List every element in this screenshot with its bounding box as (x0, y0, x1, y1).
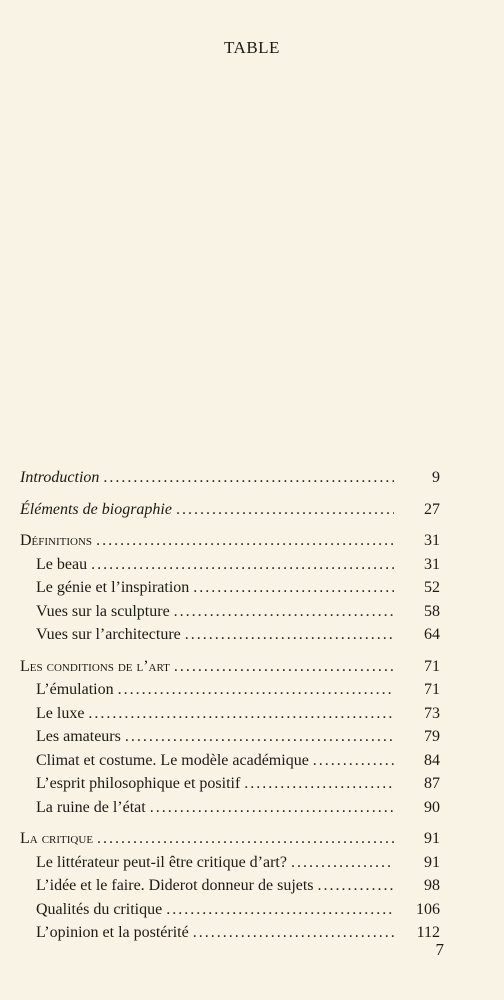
toc-page-number: 112 (416, 924, 440, 941)
toc-row[interactable] (20, 772, 440, 796)
dot-leader (166, 898, 394, 922)
toc-page-number: 106 (416, 900, 440, 918)
toc-page-number: 79 (424, 728, 440, 745)
toc-row[interactable] (20, 576, 440, 600)
toc-row[interactable] (20, 678, 440, 702)
toc-entry-label: Introduction (20, 469, 100, 486)
toc-row[interactable] (20, 796, 440, 820)
toc-page-number: 91 (424, 830, 440, 847)
dot-leader (96, 529, 394, 553)
toc-page-number: 31 (424, 532, 440, 549)
toc-page-number: 84 (424, 751, 440, 769)
toc-row[interactable] (20, 874, 440, 898)
toc-row[interactable] (20, 851, 440, 875)
page-folio-number: 7 (435, 940, 444, 959)
toc-section-label: Définitions (20, 532, 93, 549)
toc-entry-label: Éléments de biographie (20, 500, 172, 518)
dot-leader (88, 702, 394, 726)
toc-page-number: 58 (424, 602, 440, 620)
dot-leader (125, 725, 394, 749)
toc-row[interactable] (20, 921, 440, 945)
toc-row[interactable] (20, 898, 440, 922)
toc-entry-label: Vues sur l’architecture (36, 626, 181, 643)
table-of-contents (20, 466, 440, 945)
toc-page-number: 90 (424, 798, 440, 816)
dot-leader (91, 553, 394, 577)
toc-entry-label: L’émulation (36, 681, 114, 698)
toc-row[interactable] (20, 623, 440, 647)
dot-leader (174, 655, 394, 679)
toc-entry-label: Vues sur la sculpture (36, 602, 170, 620)
toc-entry-label: Le beau (36, 555, 88, 573)
toc-entry-label: Les amateurs (36, 728, 121, 745)
toc-section-label: Les conditions de l’art (20, 657, 170, 675)
toc-row[interactable] (20, 749, 440, 773)
toc-page-number: 9 (432, 469, 440, 486)
dot-leader (185, 623, 394, 647)
dot-leader (193, 576, 394, 600)
toc-entry-label: Climat et costume. Le modèle académique (36, 751, 309, 769)
toc-page-number: 52 (424, 579, 440, 596)
toc-entry-label: Qualités du critique (36, 900, 163, 918)
toc-section-label: La critique (20, 830, 94, 847)
toc-entry-label: Le luxe (36, 704, 85, 722)
toc-page-number: 98 (424, 877, 440, 894)
toc-row[interactable] (20, 553, 440, 577)
dot-leader (174, 600, 394, 624)
dot-leader (150, 796, 394, 820)
toc-entry-label: La ruine de l’état (36, 798, 146, 816)
toc-row[interactable] (20, 827, 440, 851)
toc-row[interactable] (20, 600, 440, 624)
dot-leader (318, 874, 394, 898)
dot-leader (97, 827, 394, 851)
toc-page-number: 31 (424, 555, 440, 573)
toc-entry-label: Le génie et l’inspiration (36, 579, 190, 596)
dot-leader (244, 772, 394, 796)
toc-entry-label: L’opinion et la postérité (36, 924, 189, 941)
dot-leader (103, 466, 394, 490)
dot-leader (313, 749, 394, 773)
page-title: TABLE (224, 38, 280, 57)
toc-entry-label: Le littérateur peut-il être critique d’art? (36, 853, 287, 871)
toc-row[interactable] (20, 702, 440, 726)
dot-leader (291, 851, 394, 875)
toc-page-number: 91 (424, 853, 440, 871)
dot-leader (176, 498, 394, 522)
dot-leader (118, 678, 394, 702)
toc-row[interactable] (20, 498, 440, 522)
toc-entry-label: L’esprit philosophique et positif (36, 775, 241, 792)
dot-leader (193, 921, 394, 945)
toc-page-number: 73 (424, 704, 440, 722)
toc-page-number: 87 (424, 775, 440, 792)
toc-row[interactable] (20, 655, 440, 679)
toc-row[interactable] (20, 725, 440, 749)
toc-page-number: 71 (424, 681, 440, 698)
toc-page-number: 71 (424, 657, 440, 675)
toc-row[interactable] (20, 529, 440, 553)
toc-row[interactable] (20, 466, 440, 490)
toc-entry-label: L’idée et le faire. Diderot donneur de sujets (36, 877, 314, 894)
toc-page-number: 27 (424, 500, 440, 518)
toc-page-number: 64 (424, 626, 440, 643)
